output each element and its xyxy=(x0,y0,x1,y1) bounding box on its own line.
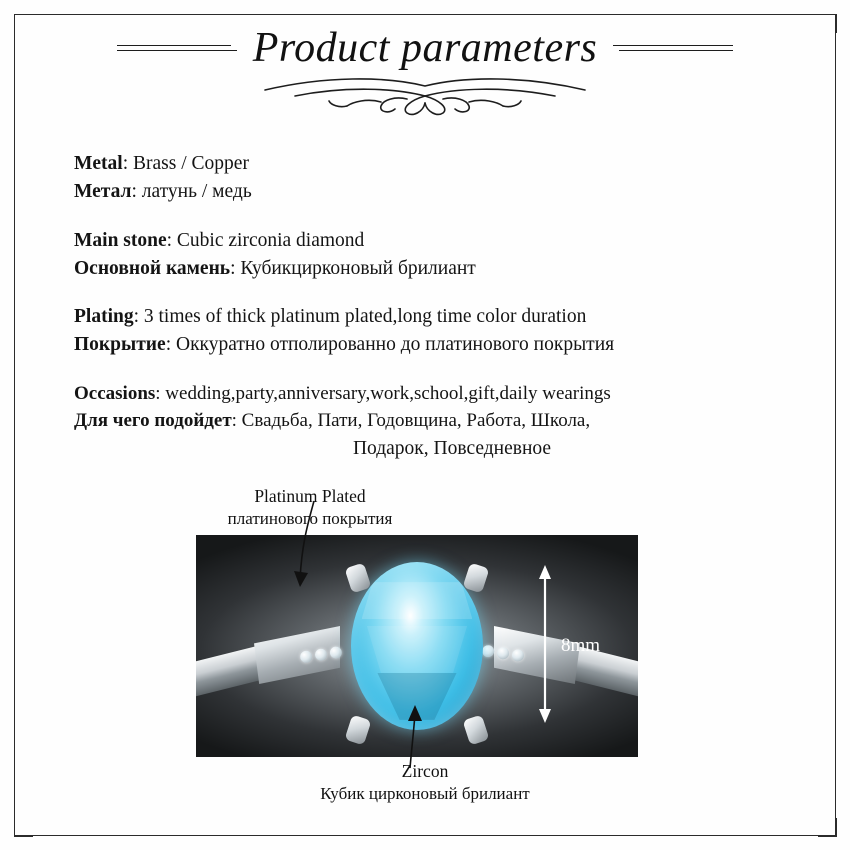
spec-main-stone-en xyxy=(74,227,790,255)
spec-main-stone-value-en: : Cubic zirconia diamond xyxy=(166,229,365,251)
spec-plating-label-en: Plating xyxy=(74,306,134,328)
spec-main-stone-label-en: Main stone xyxy=(74,229,167,251)
border-corner-bottom-left xyxy=(14,818,33,837)
spec-list xyxy=(74,150,790,483)
spec-metal-ru xyxy=(74,178,790,206)
spec-plating-en xyxy=(74,303,790,331)
spec-occasions-label-en: Occasions xyxy=(74,382,156,404)
spec-plating-ru xyxy=(74,331,790,359)
spec-occasions-ru-continued: Подарок, Повседневное xyxy=(352,437,552,459)
spec-occasions-value-ru: : Свадьба, Пати, Годовщина, Работа, Школа, xyxy=(231,410,591,432)
spec-block-main-stone xyxy=(74,227,790,284)
title-rule-left-icon xyxy=(117,43,237,53)
spec-metal-label-ru: Метал xyxy=(74,181,132,203)
callout-zircon-en: Zircon xyxy=(401,761,449,781)
callout-zircon-ru: Кубик цирконовый брилиант xyxy=(320,783,530,803)
spec-plating-label-ru: Покрытие xyxy=(74,334,166,356)
spec-plating-value-en: : 3 times of thick platinum plated,long time color duration xyxy=(133,306,587,328)
spec-block-occasions xyxy=(74,380,790,463)
border-corner-bottom-right xyxy=(818,818,837,837)
size-dimension-arrow-icon xyxy=(539,565,551,723)
spec-main-stone-value-ru: : Кубикцирконовый брилиант xyxy=(230,257,476,279)
spec-metal-label-en: Metal xyxy=(74,153,123,174)
spec-occasions-value-en: : wedding,party,anniversary,work,school,gift,daily wearings xyxy=(155,382,611,404)
callout-zircon xyxy=(245,760,605,805)
callout-platinum-plated-ru: платинового покрытия xyxy=(227,508,393,528)
spec-occasions-ru xyxy=(74,407,790,435)
ring-photo-image xyxy=(196,535,638,757)
spec-block-metal xyxy=(74,150,790,207)
spec-metal-value-en: : Brass / Copper xyxy=(122,153,249,174)
spec-metal-value-ru: : латунь / медь xyxy=(131,181,252,203)
spec-main-stone-label-ru: Основной камень xyxy=(74,257,231,279)
title-rule-right-icon xyxy=(613,43,733,53)
flourish-ornament-icon xyxy=(0,72,850,120)
spec-occasions-label-ru: Для чего подойдет xyxy=(74,410,232,432)
spec-main-stone-ru xyxy=(74,255,790,283)
callout-platinum-plated-en: Platinum Plated xyxy=(254,486,366,506)
spec-metal-en xyxy=(74,150,790,178)
product-photo xyxy=(196,535,638,757)
spec-plating-value-ru: : Оккуратно отполированно до платинового покрытия xyxy=(165,334,615,356)
spec-block-plating xyxy=(74,303,790,360)
title-row xyxy=(0,26,850,70)
callout-platinum-plated xyxy=(170,485,450,530)
size-measurement-label: 8mm xyxy=(560,635,600,656)
page-title: Product parameters xyxy=(252,25,598,71)
page-header xyxy=(0,26,850,120)
spec-occasions-en xyxy=(74,380,790,408)
